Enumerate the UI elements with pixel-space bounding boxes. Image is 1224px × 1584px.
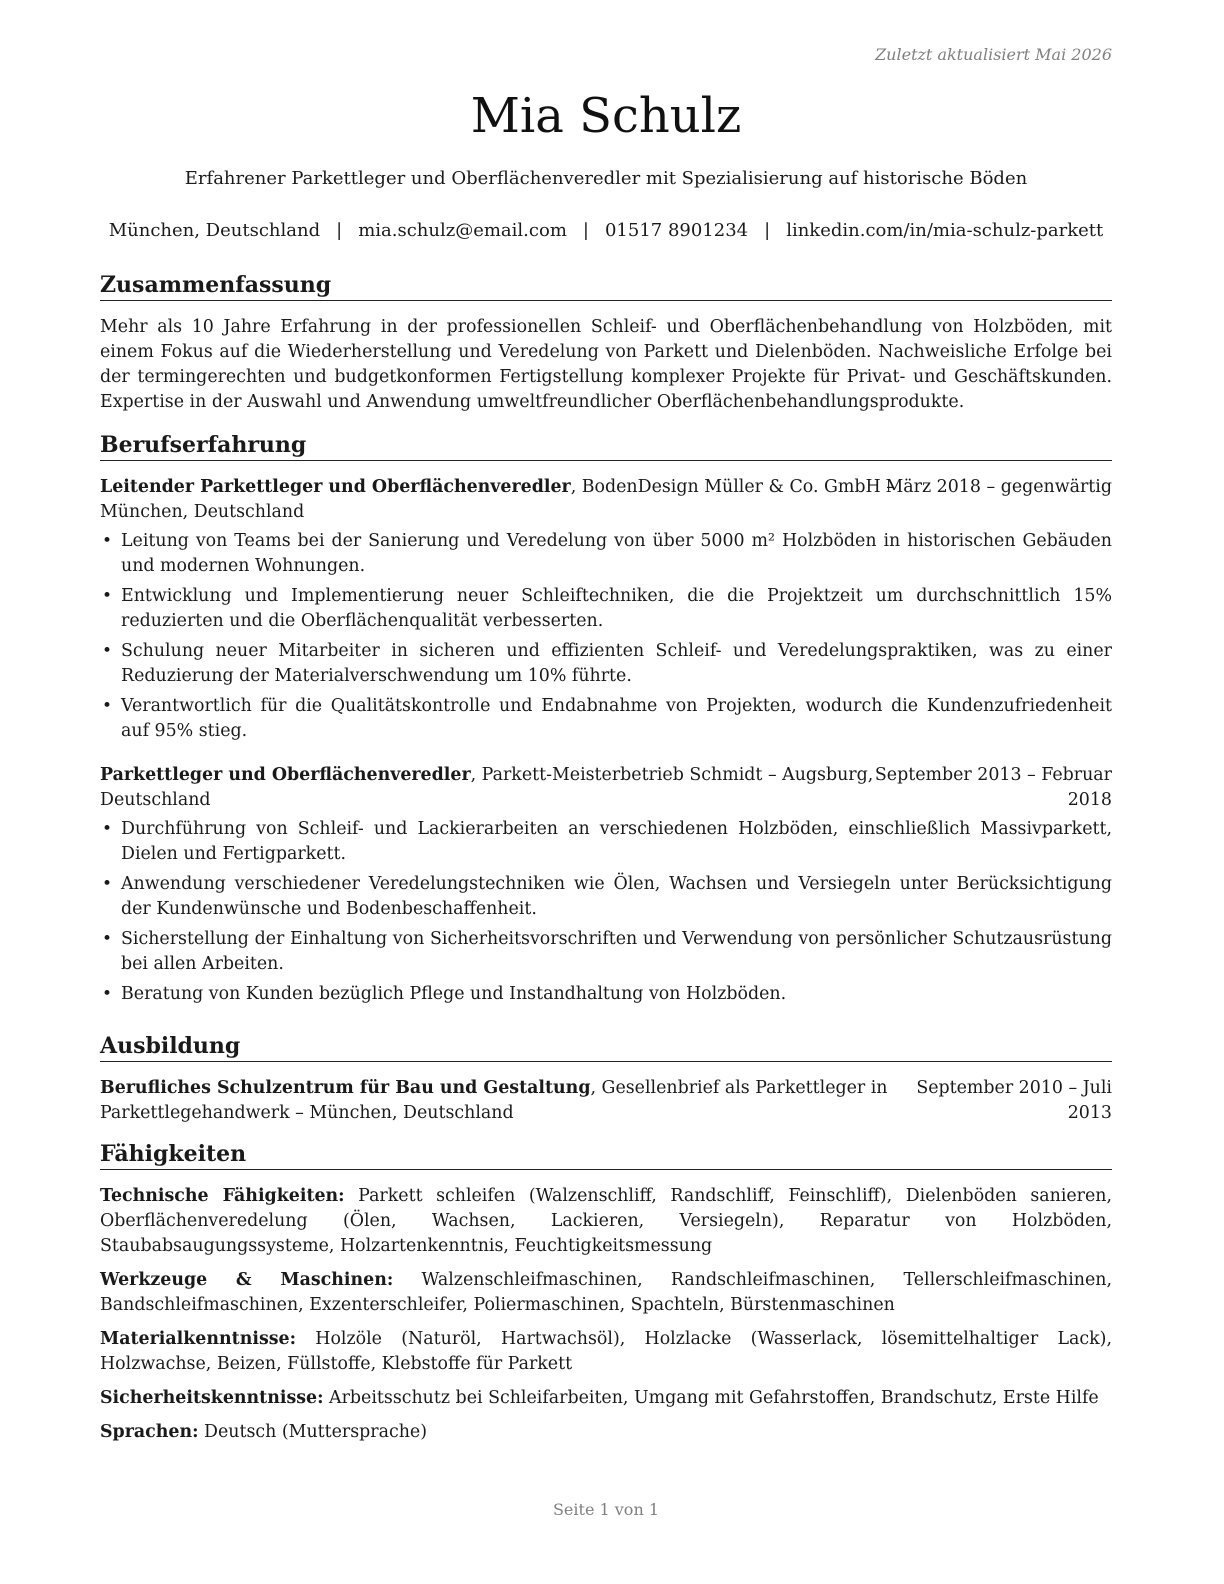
skill-group <box>100 1420 1112 1445</box>
skill-label: Materialkenntnisse: <box>100 1329 297 1349</box>
job-location: München, Deutschland <box>100 502 305 522</box>
list-item: • Durchführung von Schleif- und Lackierarbeiten an verschiedenen Holzböden, einschließlich Massivparkett, Dielen und Fertigparkett. <box>102 819 1112 864</box>
list-item: • Entwicklung und Implementierung neuer Schleiftechniken, die die Projektzeit um durchschnittlich 15% reduzierten und die Oberflächenqualität verbesserten. <box>102 586 1112 631</box>
contact-email[interactable]: mia.schulz@email.com <box>358 220 567 241</box>
contact-line <box>100 218 1112 244</box>
list-item: • Schulung neuer Mitarbeiter in sicheren und effizienten Schleif- und Veredelungspraktiken, was zu einer Reduzierung der Materialverschwendung um 10% führte. <box>102 641 1112 686</box>
education-dates: September 2010 – Juli <box>916 1078 1112 1098</box>
skill-text: Deutsch (Muttersprache) <box>198 1422 427 1442</box>
bullet-icon: • <box>102 531 113 551</box>
education-section <box>100 1032 1112 1126</box>
job-bullets <box>100 529 1112 744</box>
job-entry <box>100 475 1112 744</box>
school-name: Berufliches Schulzentrum für Bau und Gestaltung <box>100 1078 591 1098</box>
skill-text: Parkett schleifen (Walzenschliff, Randschliff, Feinschliff), Dielenböden sanieren, Oberflächenveredelung (Ölen, Wachsen, Lackieren, Versiegeln), Reparatur von Holzböden, Staubabsaugungssysteme, Holzartenkenntnis, Feuchtigkeitsmessung <box>100 1186 1113 1256</box>
education-entry <box>100 1076 1112 1126</box>
summary-text: Mehr als 10 Jahre Erfahrung in der professionellen Schleif- und Oberflächenbehandlung von Holzböden, mit einem Fokus auf die Wiederherstellung und Veredelung von Parkett und Dielenböden. Nachweisliche Erfolge bei der termingerechten und budgetkonformen Fertigstellung komplexer Projekte für Privat- und Geschäftskunden. Expertise in der Auswahl und Anwendung umweltfreundlicher Oberflächenbehandlungsprodukte. <box>100 317 1112 412</box>
list-item: • Beratung von Kunden bezüglich Pflege und Instandhaltung von Holzböden. <box>100 982 1112 1007</box>
job-bullets <box>100 817 1112 1007</box>
last-updated: Zuletzt aktualisiert Mai 2026 <box>875 45 1112 64</box>
contact-separator: | <box>336 220 343 241</box>
skills-section <box>100 1140 1112 1454</box>
job-company: , Parkett-Meisterbetrieb Schmidt – Augsburg, <box>470 765 874 785</box>
list-item: • Sicherstellung der Einhaltung von Sicherheitsvorschriften und Verwendung von persönlicher Schutzausrüstung bei allen Arbeiten. <box>102 929 1112 974</box>
bullet-icon: • <box>102 586 113 606</box>
job-entry <box>100 763 1112 1007</box>
education-header <box>100 1076 1112 1126</box>
section-title-summary: Zusammenfassung <box>100 271 1112 301</box>
section-title-education: Ausbildung <box>100 1032 1112 1062</box>
job-header <box>100 475 1112 525</box>
list-item: • Anwendung verschiedener Veredelungstechniken wie Ölen, Wachsen und Versiegeln unter Berücksichtigung der Kundenwünsche und Bodenbeschaffenheit. <box>102 874 1112 919</box>
job-dates: März 2018 – gegenwärtig <box>885 477 1112 497</box>
contact-phone[interactable]: 01517 8901234 <box>604 220 749 241</box>
section-title-experience: Berufserfahrung <box>100 431 1112 461</box>
job-dates-end: 2018 <box>1067 790 1112 810</box>
bullet-icon: • <box>102 874 113 894</box>
job-dates: September 2013 – Februar <box>874 765 1112 785</box>
bullet-icon: • <box>102 696 113 716</box>
skill-label: Sprachen: <box>100 1422 199 1442</box>
contact-separator: | <box>764 220 771 241</box>
skill-text: Arbeitsschutz bei Schleifarbeiten, Umgang mit Gefahrstoffen, Brandschutz, Erste Hilfe <box>323 1388 1099 1408</box>
candidate-name: Mia Schulz <box>470 88 742 144</box>
tagline: Erfahrener Parkettleger und Oberflächenveredler mit Spezialisierung auf historische Böden <box>184 168 1028 189</box>
degree: , Gesellenbrief als Parkettleger in <box>590 1078 888 1098</box>
resume-page <box>100 0 1112 1584</box>
job-header <box>100 763 1112 813</box>
job-company: , BodenDesign Müller & Co. GmbH – <box>570 477 895 497</box>
skill-text: Holzöle (Naturöl, Hartwachsöl), Holzlacke (Wasserlack, lösemittelhaltiger Lack), Holzwachse, Beizen, Füllstoffe, Klebstoffe für Parkett <box>100 1329 1112 1374</box>
list-item: • Verantwortlich für die Qualitätskontrolle und Endabnahme von Projekten, wodurch die Kundenzufriedenheit auf 95% stieg. <box>102 696 1112 741</box>
skill-group <box>100 1184 1112 1259</box>
page-number: Seite 1 von 1 <box>552 1500 660 1519</box>
contact-location: München, Deutschland <box>108 220 321 241</box>
skill-group <box>100 1268 1112 1318</box>
job-role: Leitender Parkettleger und Oberflächenveredler <box>100 477 571 497</box>
skill-group <box>100 1386 1112 1411</box>
skill-label: Sicherheitskenntnisse: <box>100 1388 324 1408</box>
section-title-skills: Fähigkeiten <box>100 1140 1112 1170</box>
bullet-icon: • <box>102 641 113 661</box>
bullet-icon: • <box>102 984 113 1004</box>
skills-list <box>100 1184 1112 1445</box>
job-location: Deutschland <box>100 790 211 810</box>
degree-detail: Parkettlegehandwerk – München, Deutschland <box>100 1103 514 1123</box>
skill-group <box>100 1327 1112 1377</box>
experience-section <box>100 431 1112 1012</box>
contact-linkedin[interactable]: linkedin.com/in/mia-schulz-parkett <box>786 220 1104 241</box>
education-dates-end: 2013 <box>1067 1103 1112 1123</box>
job-role: Parkettleger und Oberflächenveredler <box>100 765 471 785</box>
list-item: • Leitung von Teams bei der Sanierung und Veredelung von über 5000 m² Holzböden in historischen Gebäuden und modernen Wohnungen. <box>102 531 1112 576</box>
skill-label: Technische Fähigkeiten: <box>100 1186 345 1206</box>
skill-text: Walzenschleifmaschinen, Randschleifmaschinen, Tellerschleifmaschinen, Bandschleifmaschinen, Exzenterschleifer, Poliermaschinen, Spachteln, Bürstenmaschinen <box>100 1270 1112 1315</box>
contact-separator: | <box>582 220 589 241</box>
bullet-icon: • <box>102 819 113 839</box>
skill-label: Werkzeuge & Maschinen: <box>100 1270 394 1290</box>
bullet-icon: • <box>102 929 113 949</box>
summary-section <box>100 271 1112 415</box>
